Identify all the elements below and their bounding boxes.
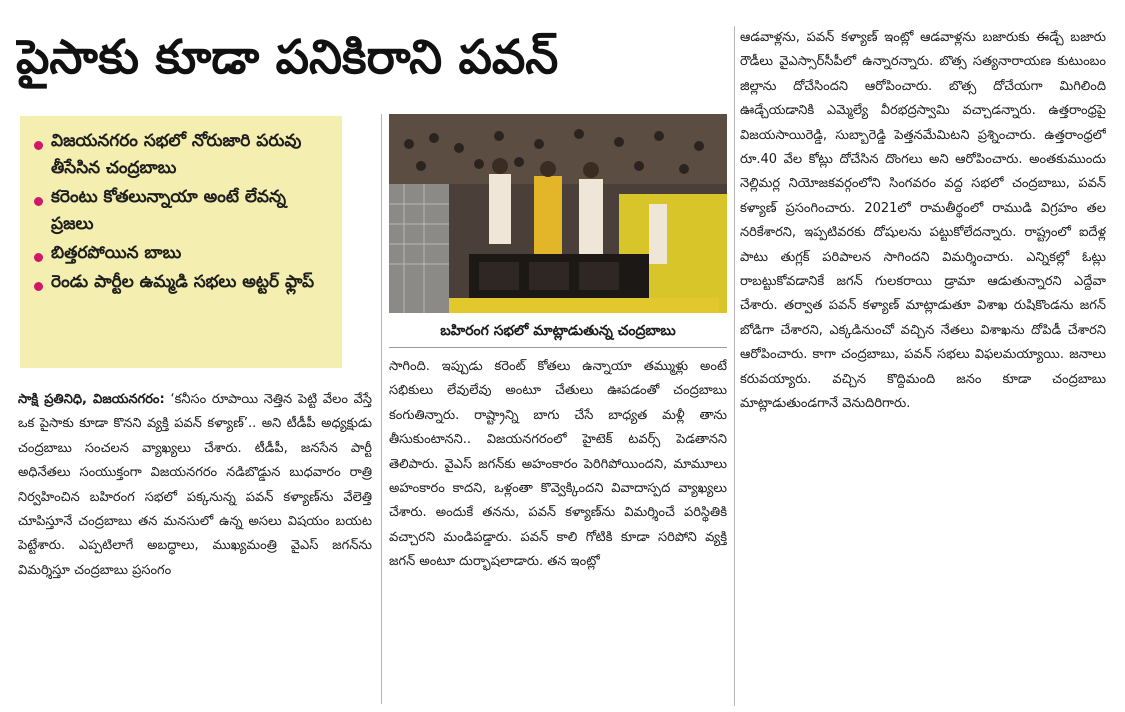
highlight-text: రెండు పార్టీల ఉమ్మడి సభలు అట్టర్ ఫ్లాప్ <box>51 272 315 292</box>
column-divider <box>734 26 735 706</box>
bullet-icon <box>34 253 43 262</box>
article-text: సాగింది. ఇప్పుడు కరెంట్ కోతలు ఉన్నాయా తమ్ముళ్లు అంటే సభికులు లేవులేవు అంటూ చేతులు ఊపడంతో చంద్రబాబు కంగుతిన్నారు. రాష్ట్రాన్ని బాగు చేసే బాధ్యత మళ్లీ తాను తీసుకుంటానని.. విజయనగరంలో హైటెక్ టవర్స్ పెడతానని తెలిపారు. వైఎస్ జగన్‌కు అహంకారం పెరిగిపోయిందని, మామూలు అహంకారం కాదని, ఒళ్లంతా కొవ్వెక్కిందని వివాదాస్పద వ్యాఖ్యలు చేశారు. అందుకే తనను, పవన్ కళ్యాణ్‌ను విమర్శించే పరిస్థితికి వచ్చారని మండిపడ్డారు. పవన్ కాలి గోటికి కూడా సరిపోని వ్యక్తి జగన్ అంటూ దుర్భాషలాడారు. తన ఇంట్లో <box>389 359 727 570</box>
bullet-icon <box>34 197 43 206</box>
article-column-3 <box>740 26 1106 708</box>
dateline: సాక్షి ప్రతినిధి, విజయనగరం: <box>18 392 165 407</box>
bullet-icon <box>34 141 43 150</box>
rally-photo <box>389 114 727 313</box>
column-divider <box>381 114 382 704</box>
highlight-text: బిత్తరపోయిన బాబు <box>51 243 182 263</box>
article-text: ఆడవాళ్లను, పవన్ కళ్యాణ్ ఇంట్లో ఆడవాళ్లను బజారుకు ఈడ్చే బజారు రౌడీలు వైఎస్సార్‌సీపీలో ఉన్నారన్నారు. బొత్స సత్యనారాయణ కుటుంబం జిల్లాను దోచేసిందని ఆరోపించారు. బొత్స దోచేయగా మిగిలింది ఊడ్చేయడానికి ఎమ్మెల్యే వీరభద్రస్వామి వచ్చాడన్నారు. ఉత్తరాంధ్రపై విజయసాయిరెడ్డి, సుబ్బారెడ్డి పెత్తనమేమిటని ప్రశ్నించారు. ఉత్తరాంధ్రలో రూ.40 వేల కోట్లు దోచేసిన దొంగలు అని ఆరోపించారు. అంతకుముందు నెల్లిమర్ల నియోజకవర్గంలోని సింగవరం వద్ద సభలో చంద్రబాబు, పవన్ కళ్యాణ్ ప్రసంగించారు. 2021లో రామతీర్థంలో రాముడి విగ్రహం తల నరికేశారని, ఇప్పటివరకు దోషులను పట్టుకోలేదన్నారు. రాష్ట్రంలో ఐదేళ్ల పాటు తుగ్లక్ పరిపాలన సాగిందని విమర్శించారు. ఎన్నికల్లో ఓట్లు రాబట్టుకోవడానికే జగన్ గులకరాయి డ్రామా ఆడుతున్నారని ఎద్దేవా చేశారు. తర్వాత పవన్ కళ్యాణ్ మాట్లాడుతూ విశాఖ రుషికొండను జగన్ బోడిగా చేశారని, ఎక్కడినుంచో వచ్చిన నేతలు విశాఖను దోపిడీ చేశారని ఆరోపించారు. కాగా చంద్రబాబు, పవన్ సభలు విఫలమయ్యాయి. జనాలు కరువయ్యారు. వచ్చిన కొద్దిమంది జనం కూడా చంద్రబాబు మాట్లాడుతుండగానే వెనుదిరిగారు. <box>740 30 1106 412</box>
highlight-item <box>34 240 332 267</box>
headline: పైసాకు కూడా పనికిరాని పవన్ <box>16 30 559 85</box>
article-column-2 <box>389 355 727 708</box>
highlight-item <box>34 184 332 238</box>
article-column-1 <box>18 388 372 706</box>
highlight-text: కరెంటు కోతలున్నాయా అంటే లేవన్న ప్రజలు <box>51 187 286 234</box>
photo-caption: బహిరంగ సభలో మాట్లాడుతున్న చంద్రబాబు <box>440 323 676 339</box>
bullet-icon <box>34 282 43 291</box>
article-paragraph <box>18 388 372 583</box>
highlight-text: విజయనగరం సభలో నోరుజారి పరువు తీసేసిన చంద్రబాబు <box>51 131 302 178</box>
caption-rule <box>389 347 727 348</box>
article-text: ‘కనీసం రూపాయి నెత్తిన పెట్టి వేలం వేస్తే ఒక పైసాకు కూడా కొనని వ్యక్తి పవన్ కళ్యాణ్’.. అని టీడీపీ అధ్యక్షుడు చంద్రబాబు సంచలన వ్యాఖ్యలు చేశారు. టీడీపీ, జనసేన పార్టీ అధినేతలు సంయుక్తంగా విజయనగరం నడిబొడ్డున బుధవారం రాత్రి నిర్వహించిన బహిరంగ సభలో పక్కనున్న పవన్ కళ్యాణ్‌ను వేలెత్తి చూపిస్తూనే చంద్రబాబు తన మనసులో ఉన్న అసలు విషయం బయట పెట్టేశారు. ఎప్పటిలాగే అబద్ధాలు, ముఖ్యమంత్రి వైఎస్ జగన్‌ను విమర్శిస్తూ చంద్రబాబు ప్రసంగం <box>18 392 372 578</box>
highlight-item <box>34 128 332 182</box>
highlights-box <box>20 116 342 368</box>
rally-photo-illustration <box>389 114 727 313</box>
highlight-item <box>34 269 332 296</box>
